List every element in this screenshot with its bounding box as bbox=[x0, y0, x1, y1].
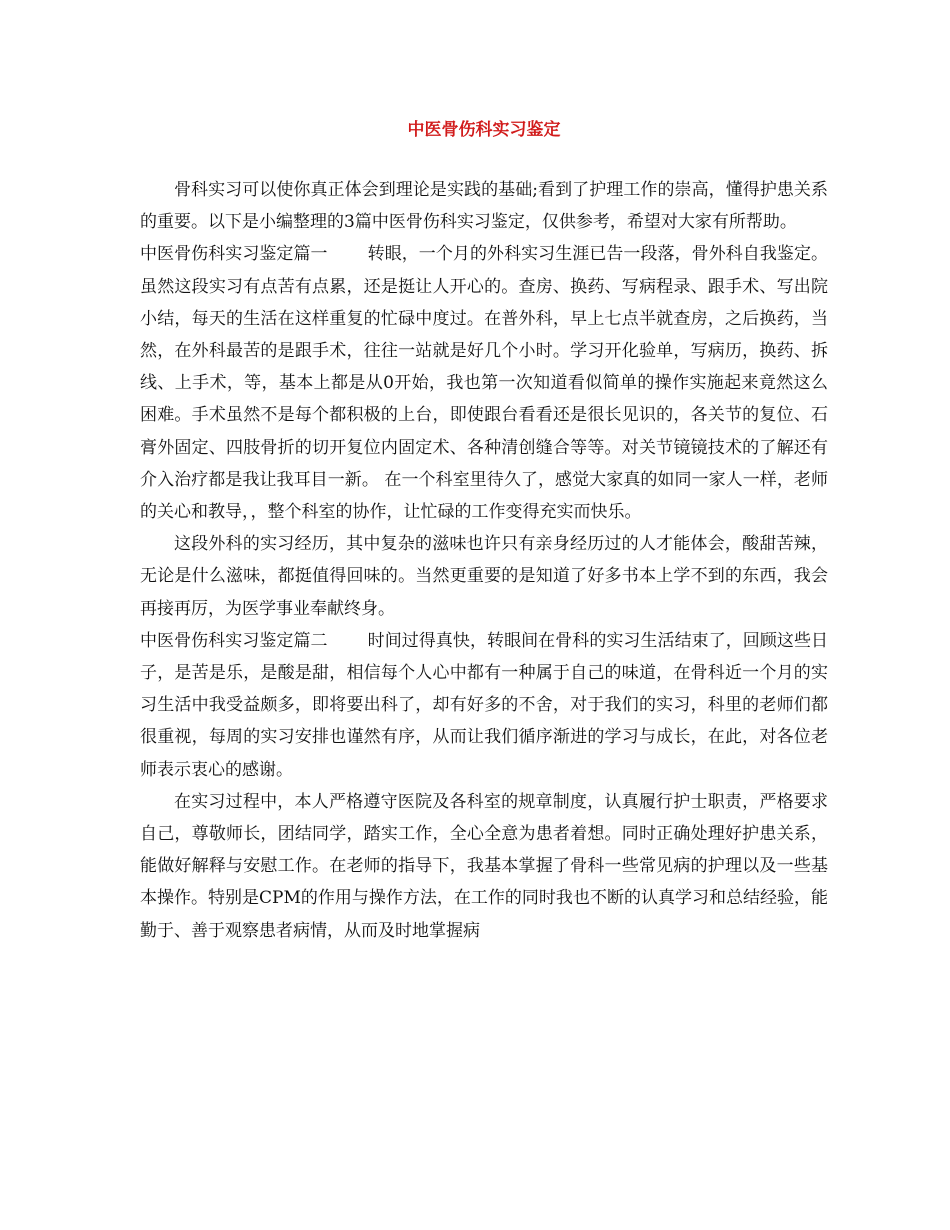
document-page bbox=[140, 118, 828, 947]
section1-heading: 中医骨伤科实习鉴定篇一 bbox=[140, 244, 328, 265]
section2-paragraph bbox=[140, 625, 828, 786]
section1-paragraph bbox=[140, 238, 828, 528]
section1-body: 转眼，一个月的外科实习生涯已告一段落，骨外科自我鉴定。虽然这段实习有点苦有点累，还是挺让人开心的。查房、换药、写病程录、跟手术、写出院小结，每天的生活在这样重复的忙碌中度过。在普外科，早上七点半就查房，之后换药，当然，在外科最苦的是跟手术，往往一站就是好几个小时。学习开化验单，写病历，换药、拆线、上手术，等，基本上都是从0开始，我也第一次知道看似简单的操作实施起来竟然这么困难。手术虽然不是每个都积极的上台，即使跟台看看还是很长见识的，各关节的复位、石膏外固定、四肢骨折的切开复位内固定术、各种清创缝合等等。对关节镜镜技术的了解还有介入治疗都是我让我耳目一新。 在一个科室里待久了，感觉大家真的如同一家人一样，老师的关心和教导，，整个科室的协作，让忙碌的工作变得充实而快乐。 bbox=[140, 244, 829, 523]
section2-heading: 中医骨伤科实习鉴定篇二 bbox=[140, 630, 328, 651]
intro-paragraph: 骨科实习可以使你真正体会到理论是实践的基础;看到了护理工作的崇高，懂得护患关系的重要。以下是小编整理的3篇中医骨伤科实习鉴定，仅供参考，希望对大家有所帮助。 bbox=[140, 180, 828, 233]
section2-body: 时间过得真快，转眼间在骨科的实习生活结束了，回顾这些日子，是苦是乐，是酸是甜，相信每个人心中都有一种属于自己的味道，在骨科近一个月的实习生活中我受益颇多，即将要出科了，却有好多的不舍，对于我们的实习，科里的老师们都很重视，每周的实习安排也谨然有序，从而让我们循序渐进的学习与成长，在此，对各位老师表示衷心的感谢。 bbox=[140, 630, 829, 780]
section1-paragraph-2: 这段外科的实习经历，其中复杂的滋味也许只有亲身经历过的人才能体会，酸甜苦辣，无论是什么滋味，都挺值得回味的。当然更重要的是知道了好多书本上学不到的东西，我会再接再厉，为医学事业奉献终身。 bbox=[140, 534, 828, 619]
section2-paragraph-2: 在实习过程中，本人严格遵守医院及各科室的规章制度，认真履行护士职责，严格要求自己，尊敬师长，团结同学，踏实工作，全心全意为患者着想。同时正确处理好护患关系，能做好解释与安慰工作。在老师的指导下，我基本掌握了骨科一些常见病的护理以及一些基本操作。特别是CPM的作用与操作方法，在工作的同时我也不断的认真学习和总结经验，能勤于、善于观察患者病情，从而及时地掌握病 bbox=[140, 791, 828, 941]
document-title: 中医骨伤科实习鉴定 bbox=[407, 120, 561, 140]
